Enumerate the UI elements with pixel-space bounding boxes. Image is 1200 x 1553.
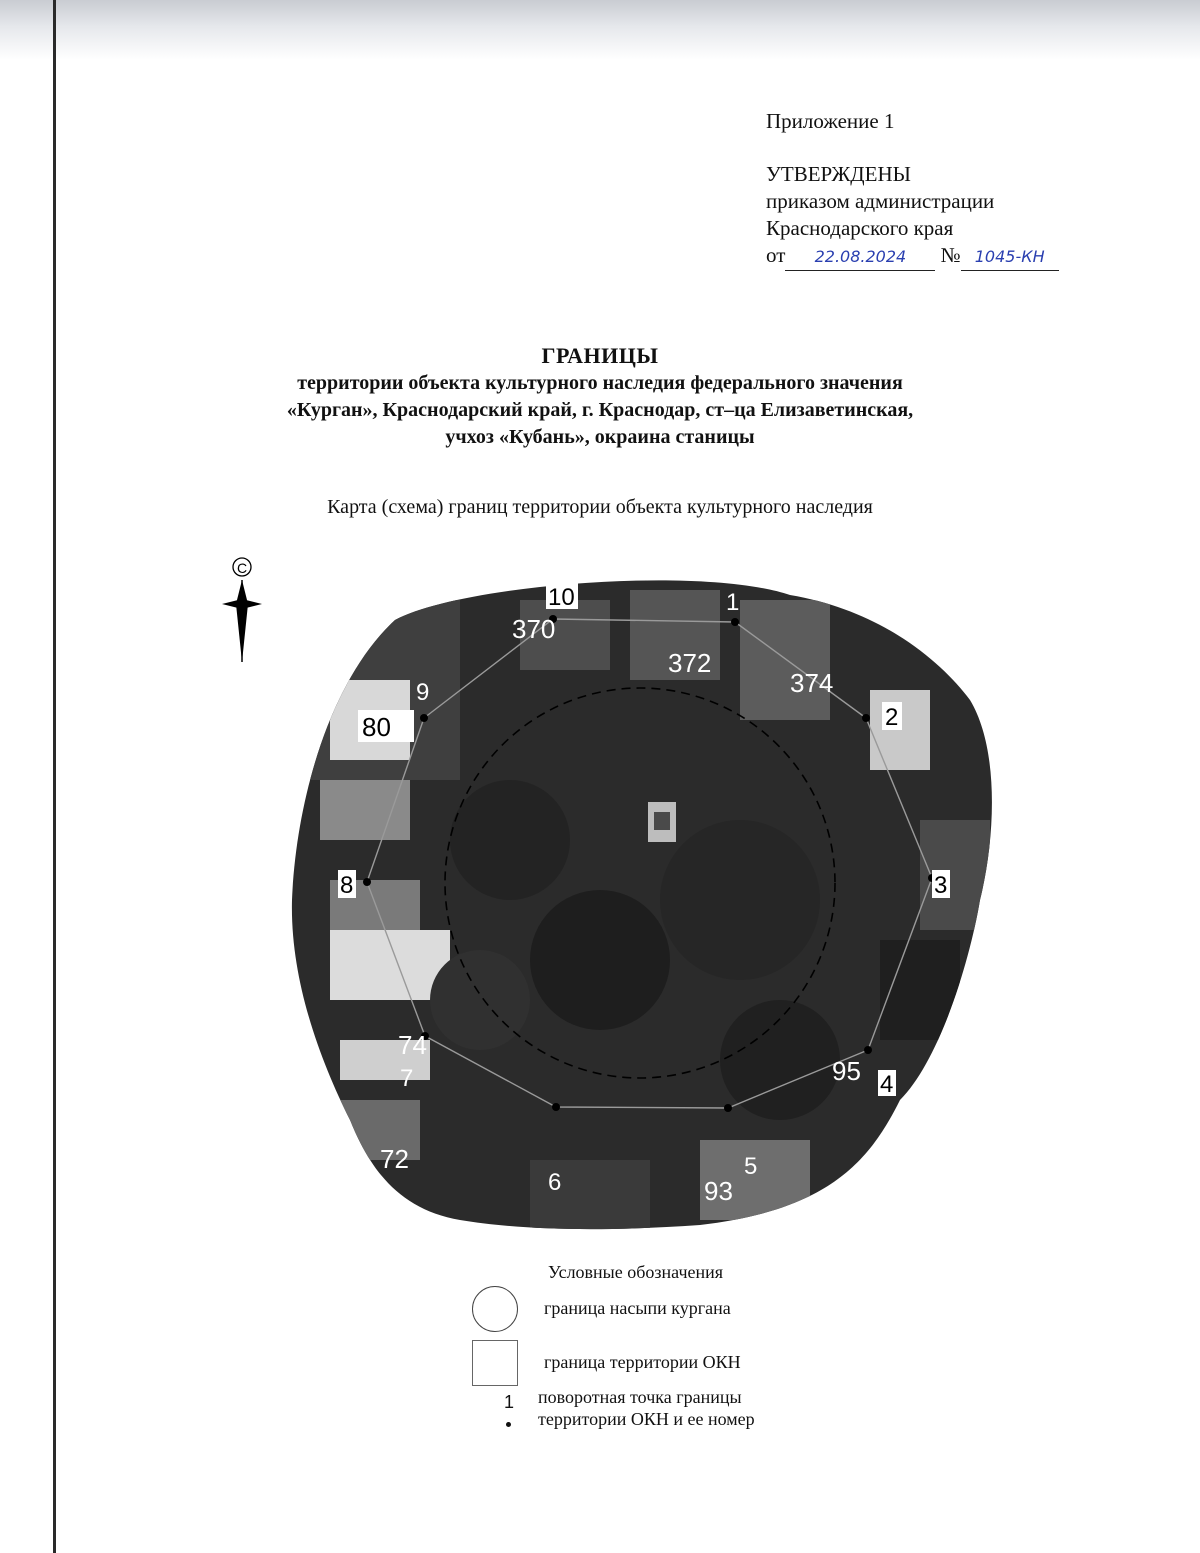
north-arrow-icon xyxy=(222,558,262,662)
scan-top-shadow xyxy=(0,0,1200,60)
title-line-2: «Курган», Краснодарский край, г. Краснодар, ст–ца Елизаветинская, xyxy=(286,399,914,421)
point-label-6: 6 xyxy=(548,1169,562,1196)
from-label: от xyxy=(766,243,786,267)
legend-square-icon xyxy=(472,1340,518,1386)
house-number-372: 372 xyxy=(668,648,712,678)
title-line-1: территории объекта культурного наследия федерального значения xyxy=(297,372,903,394)
point-label-2: 2 xyxy=(885,704,899,731)
title-main: ГРАНИЦЫ xyxy=(541,343,659,368)
number-label: № xyxy=(940,243,961,267)
document-title xyxy=(0,342,1200,451)
turning-point-5 xyxy=(724,1104,732,1112)
turning-point-4 xyxy=(864,1046,872,1054)
approval-date-line xyxy=(766,242,1059,271)
legend-mound-label: граница насыпи кургана xyxy=(544,1298,731,1318)
house-number-74: 74 xyxy=(398,1030,427,1060)
approved-label: УТВЕРЖДЕНЫ xyxy=(766,162,911,186)
point-label-8: 8 xyxy=(340,872,354,899)
legend-point-symbol xyxy=(460,1392,520,1432)
approval-line-1: приказом администрации xyxy=(766,189,995,213)
handwritten-date: 22.08.2024 xyxy=(814,247,907,266)
appendix-label: Приложение 1 xyxy=(766,109,895,133)
legend-point-dot-icon xyxy=(506,1422,511,1427)
point-label-9: 9 xyxy=(416,679,430,706)
page-left-border xyxy=(53,0,56,1553)
legend-circle-icon xyxy=(472,1286,518,1332)
turning-point-1 xyxy=(731,618,739,626)
point-label-5: 5 xyxy=(744,1153,758,1180)
turning-point-6 xyxy=(552,1103,560,1111)
approval-block xyxy=(766,108,1059,271)
legend-header: Условные обозначения xyxy=(548,1262,724,1282)
title-line-3: учхоз «Кубань», окраина станицы xyxy=(445,426,755,448)
approval-line-2: Краснодарского края xyxy=(766,216,954,240)
map-caption: Карта (схема) границ территории объекта культурного наследия xyxy=(327,496,873,518)
legend-point-number: 1 xyxy=(504,1392,515,1412)
turning-point-8 xyxy=(363,878,371,886)
house-number-95: 95 xyxy=(832,1056,861,1086)
point-label-4: 4 xyxy=(880,1071,894,1098)
handwritten-number: 1045-КН xyxy=(974,247,1045,266)
compass-letter: С xyxy=(237,560,248,576)
boundary-map xyxy=(180,540,1060,1250)
point-label-3: 3 xyxy=(934,872,948,899)
house-number-80: 80 xyxy=(362,712,391,742)
house-number-93: 93 xyxy=(704,1176,733,1206)
legend-turning-point-line-2: территории ОКН и ее номер xyxy=(538,1409,755,1429)
map-svg xyxy=(180,540,1060,1250)
turning-point-9 xyxy=(420,714,428,722)
legend-territory-label: граница территории ОКН xyxy=(544,1352,741,1372)
point-label-10: 10 xyxy=(548,584,575,611)
turning-point-2 xyxy=(862,714,870,722)
point-label-7: 7 xyxy=(400,1065,414,1092)
house-number-72: 72 xyxy=(380,1144,409,1174)
point-label-1: 1 xyxy=(726,589,740,616)
house-number-374: 374 xyxy=(790,668,834,698)
house-number-370: 370 xyxy=(512,614,556,644)
legend-turning-point-line-1: поворотная точка границы xyxy=(538,1387,742,1407)
